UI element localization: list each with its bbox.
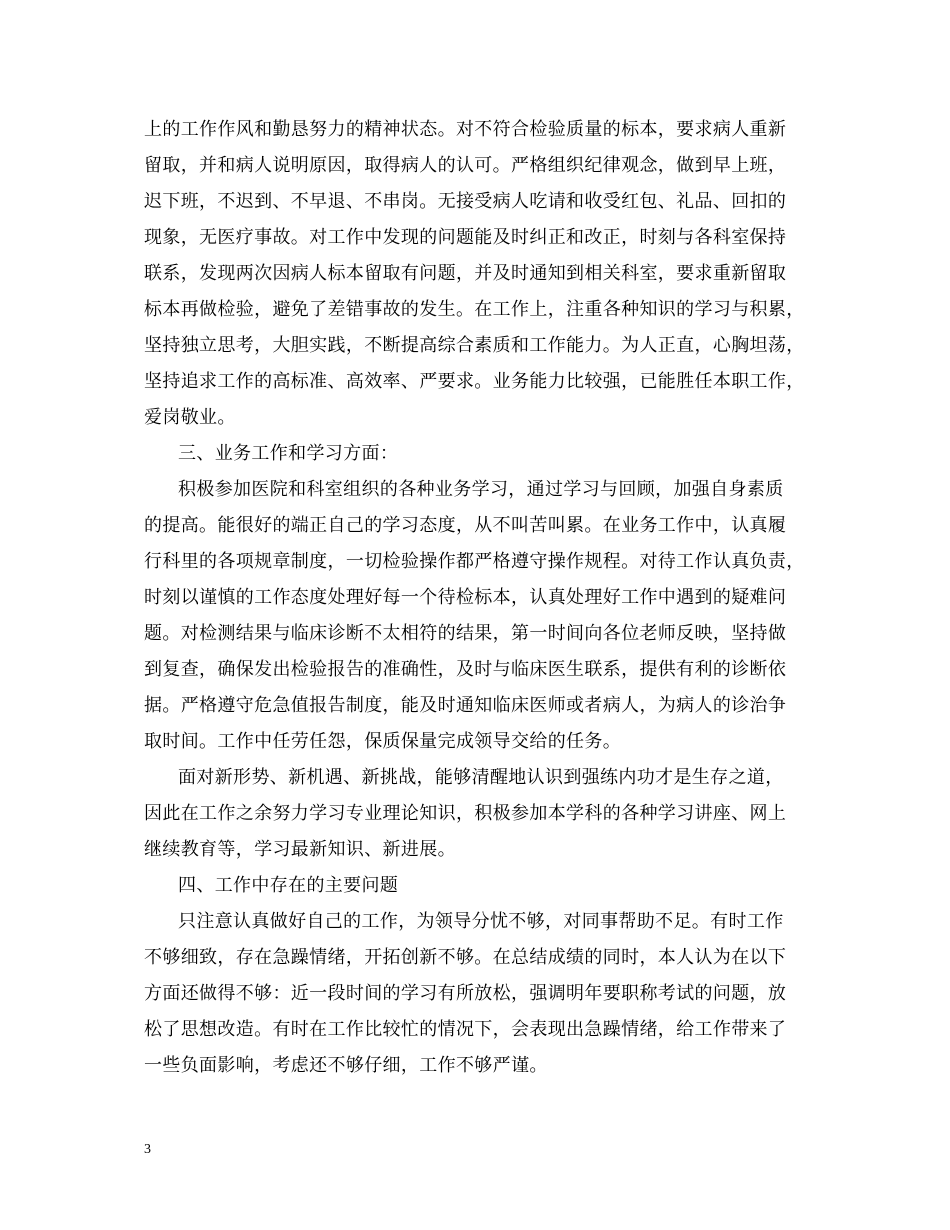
text-line: 行科里的各项规章制度，一切检验操作都严格遵守操作规程。对待工作认真负责， (144, 551, 805, 572)
text-line: 标本再做检验，避免了差错事故的发生。在工作上，注重各种知识的学习与积累， (144, 299, 805, 320)
text-line: 坚持独立思考，大胆实践，不断提高综合素质和工作能力。为人正直，心胸坦荡， (144, 335, 805, 356)
text-line: 面对新形势、新机遇、新挑战，能够清醒地认识到强练内功才是生存之道， (178, 767, 784, 788)
text-line: 题。对检测结果与临床诊断不太相符的结果，第一时间向各位老师反映，坚持做 (144, 623, 787, 644)
text-line: 留取，并和病人说明原因，取得病人的认可。严格组织纪律观念，做到早上班， (144, 155, 787, 176)
text-line: 一些负面影响，考虑还不够仔细，工作不够严谨。 (144, 1055, 548, 1076)
text-line: 时刻以谨慎的工作态度处理好每一个待检标本，认真处理好工作中遇到的疑难问 (144, 587, 787, 608)
text-line: 迟下班，不迟到、不早退、不串岗。无接受病人吃请和收受红包、礼品、回扣的 (144, 191, 787, 212)
text-line: 到复查，确保发出检验报告的准确性，及时与临床医生联系，提供有利的诊断依 (144, 659, 787, 680)
text-line: 爱岗敬业。 (144, 407, 236, 428)
text-line: 联系，发现两次因病人标本留取有问题，并及时通知到相关科室，要求重新留取 (144, 263, 787, 284)
text-line: 坚持追求工作的高标准、高效率、严要求。业务能力比较强，已能胜任本职工作， (144, 371, 805, 392)
section-heading: 四、工作中存在的主要问题 (178, 875, 399, 896)
page-number: 3 (144, 1142, 151, 1157)
text-line: 继续教育等，学习最新知识、新进展。 (144, 839, 456, 860)
text-line: 松了思想改造。有时在工作比较忙的情况下，会表现出急躁情绪，给工作带来了 (144, 1019, 787, 1040)
text-line: 的提高。能很好的端正自己的学习态度，从不叫苦叫累。在业务工作中，认真履 (144, 515, 787, 536)
text-line: 不够细致，存在急躁情绪，开拓创新不够。在总结成绩的同时，本人认为在以下 (144, 947, 787, 968)
text-line: 方面还做得不够：近一段时间的学习有所放松，强调明年要职称考试的问题，放 (144, 983, 787, 1004)
text-line: 只注意认真做好自己的工作，为领导分忧不够，对同事帮助不足。有时工作 (178, 911, 784, 932)
text-line: 据。严格遵守危急值报告制度，能及时通知临床医师或者病人，为病人的诊治争 (144, 695, 787, 716)
section-heading: 三、业务工作和学习方面： (178, 443, 399, 464)
text-line: 上的工作作风和勤恳努力的精神状态。对不符合检验质量的标本，要求病人重新 (144, 119, 787, 140)
text-line: 取时间。工作中任劳任怨，保质保量完成领导交给的任务。 (144, 731, 622, 752)
text-line: 现象，无医疗事故。对工作中发现的问题能及时纠正和改正，时刻与各科室保持 (144, 227, 787, 248)
text-line: 因此在工作之余努力学习专业理论知识，积极参加本学科的各种学习讲座、网上 (144, 803, 787, 824)
text-line: 积极参加医院和科室组织的各种业务学习，通过学习与回顾，加强自身素质 (178, 479, 784, 500)
